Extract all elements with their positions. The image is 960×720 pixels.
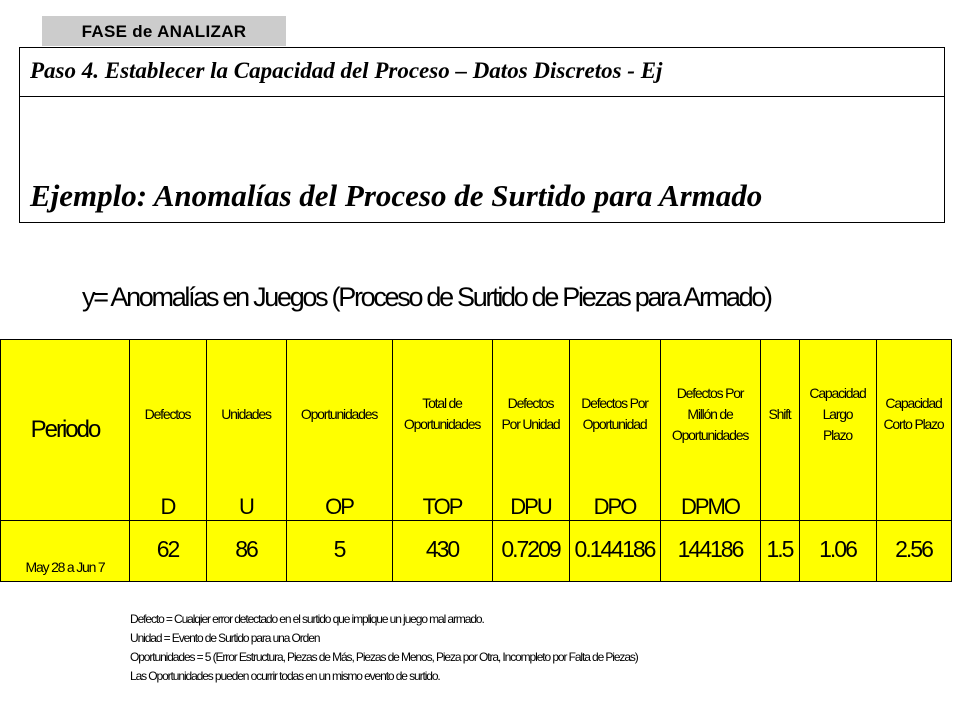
column-header: Defectos — [144, 405, 191, 422]
column-value: 5 — [333, 536, 345, 562]
column-header: Defectos Por Millón de Oportunidades — [671, 384, 749, 443]
capability-table-grid — [1, 340, 951, 581]
column-header: Unidades — [221, 405, 271, 422]
column-header: Capacidad Corto Plazo — [883, 395, 944, 432]
column-symbol: DPU — [510, 494, 551, 519]
column-header: Defectos Por Oportunidad — [581, 395, 648, 432]
note-line: Unidad = Evento de Surtido para una Orden — [130, 631, 320, 645]
column-value: 144186 — [677, 536, 743, 562]
column-symbol: U — [239, 494, 253, 519]
column-value: 0.7209 — [501, 536, 560, 562]
column-symbol: DPMO — [681, 494, 739, 519]
column-symbol: DPO — [593, 494, 636, 519]
column-header: Total de Oportunidades — [403, 395, 481, 432]
column-value: 430 — [425, 536, 459, 562]
column-symbol: D — [160, 494, 175, 519]
column-value: 1.06 — [819, 536, 856, 562]
note-line: Defecto = Cualqier error detectado en el surtido que implique un juego mal armado. — [130, 612, 484, 626]
phase-tag: FASE de ANALIZAR — [42, 16, 286, 46]
column-value: 2.56 — [895, 536, 932, 562]
column-header: Capacidad Largo Plazo — [809, 384, 866, 443]
period-header: Periodo — [30, 416, 100, 443]
definitions-notes — [130, 610, 638, 686]
column-value: 86 — [235, 536, 257, 562]
note-line: Oportunidades = 5 (Error Estructura, Piezas de Más, Piezas de Menos, Pieza por Otra, Incompleto por Falta de Piezas) — [130, 650, 638, 664]
header-box — [19, 47, 945, 223]
column-symbol: OP — [325, 494, 353, 519]
column-symbol: TOP — [422, 494, 462, 519]
column-header: Defectos Por Unidad — [501, 395, 560, 432]
step-title: Paso 4. Establecer la Capacidad del Proceso – Datos Discretos - Ej — [30, 58, 663, 83]
column-header: Oportunidades — [300, 405, 378, 422]
note-line: Las Oportunidades pueden ocurrir todas en un mismo evento de surtido. — [130, 669, 440, 683]
capability-table — [0, 339, 952, 582]
period-value: May 28 a Jun 7 — [25, 559, 105, 575]
column-header: Shift — [768, 405, 791, 422]
column-value: 1.5 — [766, 536, 793, 562]
example-title: Ejemplo: Anomalías del Proceso de Surtido para Armado — [30, 178, 763, 213]
header-divider — [20, 96, 944, 97]
chart-title: y= Anomalías en Juegos (Proceso de Surtido de Piezas para Armado) — [82, 282, 771, 312]
column-value: 62 — [156, 536, 179, 562]
column-value: 0.144186 — [574, 536, 655, 562]
